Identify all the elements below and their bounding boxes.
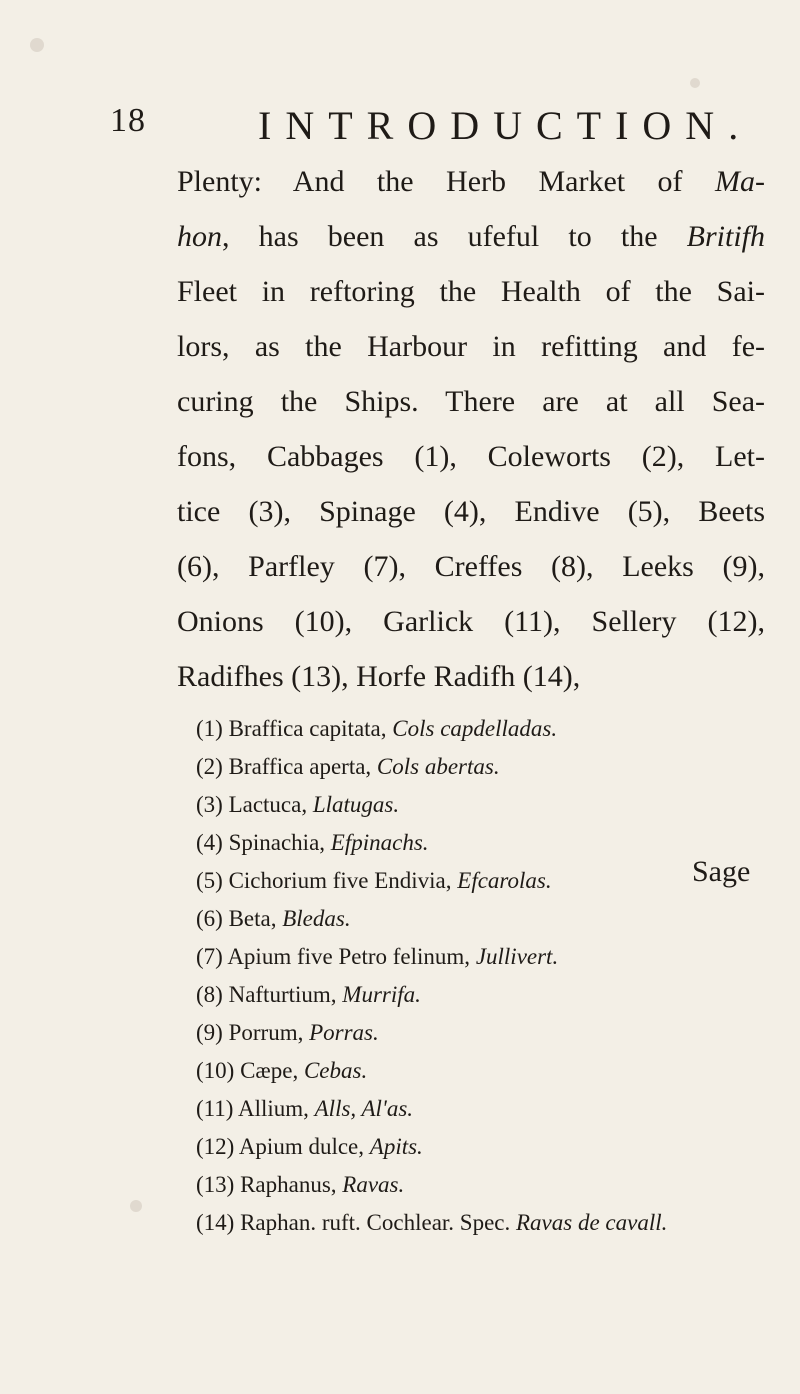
footnote-local-name: Jullivert. [475,944,559,969]
footnote-row [196,1204,756,1242]
footnote-latin: Lactuca, [228,792,308,817]
body-line-text: lors, as the Harbour in refitting and fe- [177,330,765,363]
body-line [177,319,765,374]
footnote-label: (8) [196,982,223,1007]
footnote-latin: Raphan. ruft. Cochlear. Spec. [240,1210,511,1235]
body-line [177,539,765,594]
footnote-row [196,824,756,862]
footnote-local-name: Murrifa. [342,982,421,1007]
footnote-label: (6) [196,906,223,931]
footnote-label: (7) [196,944,223,969]
footnote-local-name: Efpinachs. [330,830,429,855]
footnote-row [196,1090,756,1128]
paper-speck [130,1200,142,1212]
footnote-local-name: Cebas. [303,1058,368,1083]
footnote-local-name: Ravas. [342,1172,405,1197]
footnote-label: (3) [196,792,223,817]
footnote-local-name: Bledas. [282,906,351,931]
footnote-label: (12) [196,1134,235,1159]
footnote-label: (5) [196,868,223,893]
page-number: 18 [110,102,146,139]
footnote-row [196,710,756,748]
body-line [177,209,765,264]
footnote-row [196,748,756,786]
footnote-local-name: Cols abertas. [376,754,500,779]
footnote-latin: Cæpe, [240,1058,299,1083]
body-line [177,594,765,649]
body-line-text: Britifh [686,220,765,253]
footnote-label: (11) [196,1096,234,1121]
footnote-latin: Cichorium five Endivia, [228,868,452,893]
footnote-latin: Beta, [228,906,277,931]
footnote-row [196,1052,756,1090]
body-line-text: Fleet in reftoring the Health of the Sai- [177,275,765,308]
footnote-local-name: Efcarolas. [457,868,552,893]
footnote-label: (13) [196,1172,235,1197]
body-line [177,374,765,429]
footnote-row [196,862,756,900]
footnote-local-name: Porras. [309,1020,379,1045]
body-line-text: hon [177,220,222,253]
footnote-row [196,1166,756,1204]
catchword-text: Sage [692,855,751,888]
body-line-text: tice (3), Spinage (4), Endive (5), Beets [177,495,765,528]
footnote-latin: Braffica capitata, [228,716,387,741]
body-line-text: , has been as ufeful to the [222,220,687,253]
footnote-label: (1) [196,716,223,741]
footnote-local-name: Cols capdelladas. [392,716,558,741]
footnote-label: (4) [196,830,223,855]
paper-speck [690,78,700,88]
footnote-label: (9) [196,1020,223,1045]
footnote-local-name: Apits. [369,1134,423,1159]
body-line-text: fons, Cabbages (1), Coleworts (2), Let- [177,440,765,473]
footnote-row [196,1128,756,1166]
body-line [177,154,765,209]
footnotes [196,710,756,1242]
body-line-text: Radifhes (13), Horfe Radifh (14), [177,660,581,693]
footnote-latin: Apium dulce, [238,1134,365,1159]
footnote-latin: Raphanus, [240,1172,337,1197]
footnote-label: (14) [196,1210,235,1235]
footnote-latin: Allium, [237,1096,309,1121]
body-line [177,429,765,484]
running-head: INTRODUCTION. [258,103,753,148]
footnote-row [196,1014,756,1052]
footnote-row [196,976,756,1014]
footnote-local-name: Ravas de cavall. [516,1210,668,1235]
footnote-latin: Braffica aperta, [228,754,372,779]
paper-speck [30,38,44,52]
body-line-text: curing the Ships. There are at all Sea- [177,385,765,418]
body-line [177,649,765,704]
footnote-latin: Spinachia, [228,830,326,855]
footnote-label: (2) [196,754,223,779]
body-line-text: Onions (10), Garlick (11), Sellery (12), [177,605,765,638]
catchword [692,855,780,937]
main-text [177,154,765,704]
footnote-row [196,786,756,824]
body-line [177,484,765,539]
footnote-local-name: Alls, Al'as. [314,1096,414,1121]
body-line [177,264,765,319]
body-line-text: Ma- [715,165,765,198]
footnote-latin: Porrum, [228,1020,304,1045]
page-header [110,102,753,148]
body-line-text: Plenty: And the Herb Market of [177,165,716,198]
footnote-row [196,900,756,938]
body-line-text: (6), Parfley (7), Creffes (8), Leeks (9), [177,550,765,583]
footnote-latin: Apium five Petro felinum, [227,944,471,969]
footnote-label: (10) [196,1058,235,1083]
footnote-local-name: Llatugas. [312,792,400,817]
footnote-row [196,938,756,976]
footnote-latin: Nafturtium, [228,982,337,1007]
